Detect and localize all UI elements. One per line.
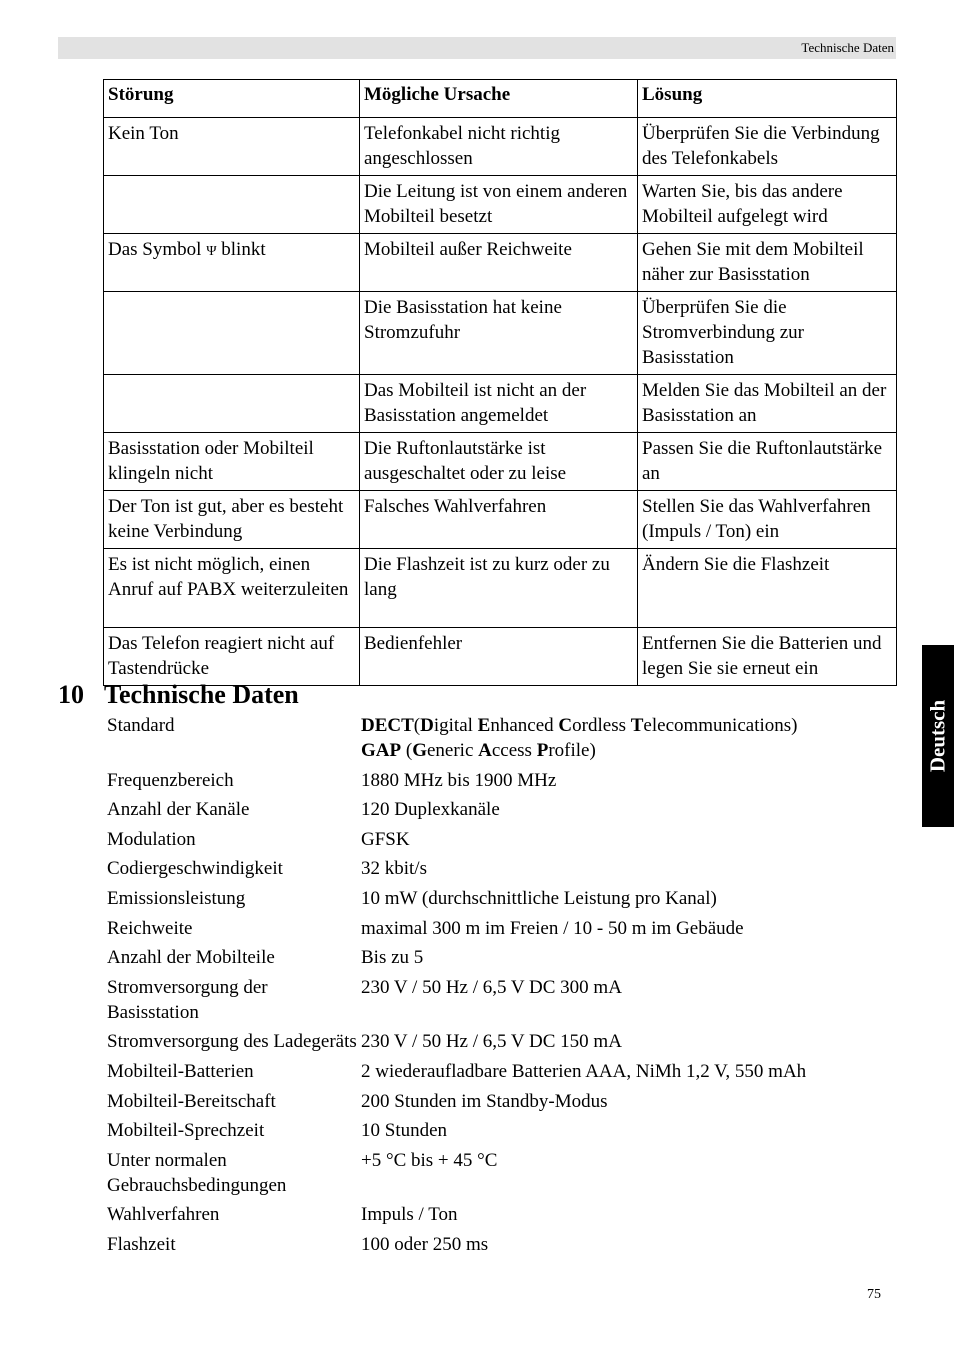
spec-row <box>107 1148 897 1198</box>
cause-cell: Bedienfehler <box>360 628 638 686</box>
spec-value: +5 °C bis + 45 °C <box>361 1149 498 1171</box>
problem-suffix: blinkt <box>221 239 266 260</box>
section-title: Technische Daten <box>104 680 299 709</box>
page-number: 75 <box>867 1287 881 1302</box>
column-header-solution: Lösung <box>638 80 897 118</box>
spec-row <box>107 1202 897 1227</box>
spec-label: Flashzeit <box>107 1233 176 1255</box>
solution-cell: Überprüfen Sie die Verbindung des Telefonkabels <box>638 118 897 176</box>
spec-row <box>107 945 897 970</box>
table-row <box>104 292 897 375</box>
spec-row <box>107 1118 897 1143</box>
problem-cell: Kein Ton <box>104 118 360 176</box>
spec-label: Mobilteil-Batterien <box>107 1060 254 1082</box>
table-row <box>104 628 897 686</box>
cause-cell: Mobilteil außer Reichweite <box>360 234 638 292</box>
solution-cell: Ändern Sie die Flashzeit <box>638 549 897 628</box>
spec-label: Mobilteil-Bereitschaft <box>107 1090 276 1112</box>
spec-label: Emissionsleistung <box>107 887 246 909</box>
solution-cell: Entfernen Sie die Batterien und legen Sie sie erneut ein <box>638 628 897 686</box>
cause-cell: Telefonkabel nicht richtig angeschlossen <box>360 118 638 176</box>
cause-cell: Die Flashzeit ist zu kurz oder zu lang <box>360 549 638 628</box>
spec-row <box>107 916 897 941</box>
cause-cell: Die Leitung ist von einem anderen Mobilteil besetzt <box>360 176 638 234</box>
spec-label: Anzahl der Mobilteile <box>107 947 275 969</box>
spec-row <box>107 797 897 822</box>
gap-line: GAP (Generic Access Profile) <box>361 740 596 761</box>
spec-value: 230 V / 50 Hz / 6,5 V DC 300 mA <box>361 976 622 998</box>
problem-cell <box>104 375 360 433</box>
column-header-cause: Mögliche Ursache <box>360 80 638 118</box>
problem-prefix: Das Symbol <box>108 239 202 260</box>
spec-label: Codiergeschwindigkeit <box>107 858 283 880</box>
troubleshooting-table <box>103 79 897 686</box>
solution-cell: Gehen Sie mit dem Mobilteil näher zur Basisstation <box>638 234 897 292</box>
solution-cell: Stellen Sie das Wahlverfahren (Impuls / Ton) ein <box>638 491 897 549</box>
spec-list <box>107 713 897 1262</box>
spec-row <box>107 827 897 852</box>
spec-row <box>107 1089 897 1114</box>
spec-value: Impuls / Ton <box>361 1204 458 1226</box>
spec-rows <box>107 768 897 1257</box>
spec-value: 200 Stunden im Standby-Modus <box>361 1090 608 1112</box>
problem-cell: Es ist nicht möglich, einen Anruf auf PABX weiterzuleiten <box>104 549 360 628</box>
spec-value: 2 wiederaufladbare Batterien AAA, NiMh 1,2 V, 550 mAh <box>361 1060 807 1082</box>
spec-label: Standard <box>107 715 175 736</box>
solution-cell: Überprüfen Sie die Stromverbindung zur Basisstation <box>638 292 897 375</box>
spec-label: Frequenzbereich <box>107 769 234 791</box>
spec-label: Mobilteil-Sprechzeit <box>107 1120 265 1142</box>
problem-cell: Der Ton ist gut, aber es besteht keine Verbindung <box>104 491 360 549</box>
spec-row <box>107 1059 897 1084</box>
solution-cell: Warten Sie, bis das andere Mobilteil aufgelegt wird <box>638 176 897 234</box>
running-header <box>58 37 896 59</box>
table-row <box>104 234 897 292</box>
spec-value: 230 V / 50 Hz / 6,5 V DC 150 mA <box>361 1031 622 1053</box>
spec-value <box>361 713 897 763</box>
table-row <box>104 491 897 549</box>
dect-line: DECT(Digital Enhanced Cordless Telecommunications) <box>361 715 798 736</box>
problem-cell <box>104 176 360 234</box>
header-title: Technische Daten <box>801 40 894 55</box>
antenna-icon: Ψ <box>206 244 217 259</box>
spec-value: 10 mW (durchschnittliche Leistung pro Kanal) <box>361 887 717 909</box>
cause-cell: Die Basisstation hat keine Stromzufuhr <box>360 292 638 375</box>
spec-value: 32 kbit/s <box>361 858 427 880</box>
language-tab <box>922 645 954 827</box>
spec-value: 120 Duplexkanäle <box>361 799 500 821</box>
problem-cell: Das Telefon reagiert nicht auf Tastendrücke <box>104 628 360 686</box>
spec-label: Reichweite <box>107 917 193 939</box>
spec-label: Stromversorgung der Basisstation <box>107 976 268 1023</box>
spec-row <box>107 1232 897 1257</box>
cause-cell: Die Ruftonlautstärke ist ausgeschaltet oder zu leise <box>360 433 638 491</box>
table-row <box>104 176 897 234</box>
table-row <box>104 549 897 628</box>
spec-label: Stromversorgung des Ladegeräts <box>107 1031 357 1053</box>
spec-row-standard <box>107 713 897 763</box>
spec-value: GFSK <box>361 828 410 850</box>
section-heading <box>58 679 299 711</box>
spec-value: 1880 MHz bis 1900 MHz <box>361 769 557 791</box>
cause-cell: Das Mobilteil ist nicht an der Basisstation angemeldet <box>360 375 638 433</box>
solution-cell: Melden Sie das Mobilteil an der Basisstation an <box>638 375 897 433</box>
table-row <box>104 433 897 491</box>
spec-value: maximal 300 m im Freien / 10 - 50 m im Gebäude <box>361 917 744 939</box>
spec-label: Unter normalen Gebrauchsbedingungen <box>107 1149 287 1196</box>
solution-cell: Passen Sie die Ruftonlautstärke an <box>638 433 897 491</box>
table-row <box>104 118 897 176</box>
table-row <box>104 375 897 433</box>
spec-row <box>107 886 897 911</box>
section-number: 10 <box>58 680 84 709</box>
spec-value: Bis zu 5 <box>361 947 424 969</box>
spec-label: Wahlverfahren <box>107 1204 220 1226</box>
language-tab-label: Deutsch <box>925 699 950 773</box>
spec-row <box>107 975 897 1025</box>
problem-cell: Basisstation oder Mobilteil klingeln nicht <box>104 433 360 491</box>
spec-row <box>107 1029 897 1054</box>
table-header-row <box>104 80 897 118</box>
spec-value: 100 oder 250 ms <box>361 1233 489 1255</box>
column-header-problem: Störung <box>104 80 360 118</box>
cause-cell: Falsches Wahlverfahren <box>360 491 638 549</box>
problem-cell <box>104 234 360 292</box>
spec-row <box>107 856 897 881</box>
spec-row <box>107 768 897 793</box>
spec-label: Modulation <box>107 828 196 850</box>
problem-cell <box>104 292 360 375</box>
spec-label: Anzahl der Kanäle <box>107 799 250 821</box>
spec-value: 10 Stunden <box>361 1120 448 1142</box>
